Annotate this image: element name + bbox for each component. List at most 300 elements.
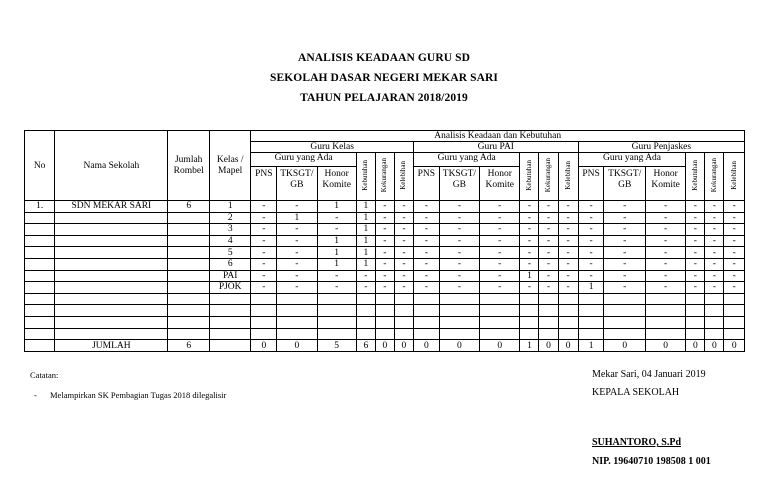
- row-cell: -: [413, 212, 439, 224]
- row-school: [55, 212, 168, 224]
- row-cell: 1: [356, 258, 375, 270]
- row-no: [25, 224, 55, 236]
- row-cell: -: [317, 270, 356, 282]
- row-cell: -: [394, 282, 413, 294]
- empty-cell: [251, 316, 277, 328]
- empty-cell: [413, 305, 439, 317]
- empty-cell: [25, 328, 55, 340]
- row-cell: -: [558, 201, 578, 213]
- row-cell: -: [375, 270, 394, 282]
- row-cell: -: [251, 212, 277, 224]
- row-cell: 1: [317, 258, 356, 270]
- row-cell: -: [539, 282, 558, 294]
- row-cell: -: [539, 258, 558, 270]
- header-kebutuhan-penjaskes: Kebutuhan: [686, 153, 705, 201]
- row-school: [55, 270, 168, 282]
- row-cell: -: [558, 270, 578, 282]
- row-cell: -: [375, 201, 394, 213]
- row-rombel: [168, 247, 209, 259]
- row-cell: 1: [578, 282, 604, 294]
- row-cell: 1: [317, 247, 356, 259]
- empty-cell: [209, 305, 250, 317]
- empty-cell: [356, 316, 375, 328]
- row-cell: -: [480, 247, 520, 259]
- row-cell: -: [539, 270, 558, 282]
- empty-cell: [604, 305, 645, 317]
- row-cell: 1: [356, 212, 375, 224]
- row-kelas: 4: [209, 235, 250, 247]
- row-cell: -: [439, 270, 479, 282]
- empty-row: [25, 316, 745, 328]
- row-cell: -: [578, 270, 604, 282]
- header-kekurangan-kelas: Kekurangan: [375, 153, 394, 201]
- row-cell: -: [277, 224, 317, 236]
- row-rombel: [168, 270, 209, 282]
- empty-cell: [578, 316, 604, 328]
- empty-cell: [25, 305, 55, 317]
- row-cell: -: [604, 258, 645, 270]
- title-line-2: SEKOLAH DASAR NEGERI MEKAR SARI: [269, 72, 499, 84]
- total-cell: 0: [558, 340, 578, 352]
- row-cell: -: [394, 258, 413, 270]
- row-cell: -: [480, 270, 520, 282]
- empty-cell: [724, 293, 745, 305]
- header-pns-pai: PNS: [413, 167, 439, 201]
- header-tksgt-penjaskes: TKSGT/ GB: [604, 167, 645, 201]
- table-row: [25, 212, 745, 224]
- empty-cell: [413, 328, 439, 340]
- row-cell: -: [724, 258, 745, 270]
- header-honor-pai: Honor Komite: [480, 167, 520, 201]
- row-no: [25, 270, 55, 282]
- row-cell: -: [604, 235, 645, 247]
- row-rombel: 6: [168, 201, 209, 213]
- header-kekurangan-pai: Kekurangan: [539, 153, 558, 201]
- empty-cell: [25, 293, 55, 305]
- row-school: [55, 235, 168, 247]
- empty-cell: [439, 305, 479, 317]
- header-kekurangan-penjaskes: Kekurangan: [705, 153, 724, 201]
- empty-cell: [394, 293, 413, 305]
- analysis-table: [24, 130, 745, 352]
- header-group-guru-kelas: Guru Kelas: [251, 142, 414, 153]
- empty-cell: [558, 316, 578, 328]
- total-cell: 0: [539, 340, 558, 352]
- empty-cell: [394, 305, 413, 317]
- empty-row: [25, 305, 745, 317]
- empty-cell: [539, 293, 558, 305]
- header-pns-penjaskes: PNS: [578, 167, 604, 201]
- row-cell: -: [251, 235, 277, 247]
- row-cell: -: [251, 224, 277, 236]
- row-cell: -: [251, 258, 277, 270]
- header-no: No: [25, 131, 55, 201]
- row-rombel: [168, 282, 209, 294]
- row-cell: -: [686, 258, 705, 270]
- row-cell: -: [251, 201, 277, 213]
- row-cell: -: [439, 212, 479, 224]
- row-cell: -: [604, 224, 645, 236]
- row-cell: -: [413, 201, 439, 213]
- empty-cell: [539, 305, 558, 317]
- row-cell: -: [520, 258, 539, 270]
- row-cell: -: [356, 282, 375, 294]
- row-kelas: 3: [209, 224, 250, 236]
- row-cell: -: [705, 282, 724, 294]
- total-cell: 0: [705, 340, 724, 352]
- empty-cell: [539, 328, 558, 340]
- empty-cell: [480, 316, 520, 328]
- empty-cell: [604, 293, 645, 305]
- row-cell: -: [394, 224, 413, 236]
- signature-name: SUHANTORO, S.Pd: [592, 437, 682, 448]
- total-row: [25, 340, 745, 352]
- row-kelas: 6: [209, 258, 250, 270]
- empty-cell: [645, 305, 685, 317]
- row-cell: -: [604, 282, 645, 294]
- row-cell: -: [604, 270, 645, 282]
- empty-cell: [578, 305, 604, 317]
- empty-cell: [375, 316, 394, 328]
- row-no: [25, 212, 55, 224]
- row-cell: -: [520, 282, 539, 294]
- row-cell: -: [413, 258, 439, 270]
- notes-section: [30, 370, 227, 400]
- header-kelebihan-penjaskes: Kelebihan: [724, 153, 745, 201]
- row-cell: -: [578, 258, 604, 270]
- row-cell: -: [645, 270, 685, 282]
- row-cell: -: [705, 270, 724, 282]
- row-cell: -: [686, 247, 705, 259]
- header-pns-kelas: PNS: [251, 167, 277, 201]
- row-cell: -: [375, 224, 394, 236]
- row-cell: -: [317, 282, 356, 294]
- header-tksgt-kelas: TKSGT/ GB: [277, 167, 317, 201]
- table-row: [25, 224, 745, 236]
- total-kelas-cell: [209, 340, 250, 352]
- row-kelas: 1: [209, 201, 250, 213]
- header-rombel: Jumlah Rombel: [168, 131, 209, 201]
- header-tksgt-pai: TKSGT/ GB: [439, 167, 479, 201]
- signature-place-date: Mekar Sari, 04 Januari 2019: [592, 369, 706, 380]
- header-yang-ada-penjaskes: Guru yang Ada: [578, 153, 686, 167]
- row-cell: 1: [317, 201, 356, 213]
- row-cell: -: [558, 247, 578, 259]
- row-cell: -: [604, 212, 645, 224]
- total-rombel: 6: [168, 340, 209, 352]
- header-honor-kelas: Honor Komite: [317, 167, 356, 201]
- title-line-3: TAHUN PELAJARAN 2018/2019: [300, 92, 468, 104]
- table-row: [25, 235, 745, 247]
- empty-cell: [317, 293, 356, 305]
- row-cell: -: [724, 247, 745, 259]
- row-cell: -: [645, 235, 685, 247]
- document-title: [0, 48, 768, 108]
- empty-cell: [724, 305, 745, 317]
- empty-cell: [604, 316, 645, 328]
- row-cell: -: [705, 258, 724, 270]
- empty-cell: [168, 293, 209, 305]
- row-cell: -: [277, 282, 317, 294]
- total-cell: 1: [578, 340, 604, 352]
- row-cell: -: [394, 201, 413, 213]
- row-school: [55, 247, 168, 259]
- row-school: [55, 282, 168, 294]
- table-body: [25, 201, 745, 352]
- empty-cell: [439, 316, 479, 328]
- row-cell: -: [520, 247, 539, 259]
- row-cell: -: [578, 235, 604, 247]
- table-row: [25, 247, 745, 259]
- empty-cell: [645, 316, 685, 328]
- row-cell: -: [686, 235, 705, 247]
- empty-cell: [480, 328, 520, 340]
- empty-cell: [375, 328, 394, 340]
- row-kelas: PAI: [209, 270, 250, 282]
- empty-cell: [375, 293, 394, 305]
- row-cell: 1: [277, 212, 317, 224]
- empty-row: [25, 293, 745, 305]
- row-rombel: [168, 258, 209, 270]
- header-kebutuhan-kelas: Kebutuhan: [356, 153, 375, 201]
- row-cell: -: [520, 201, 539, 213]
- row-cell: -: [480, 258, 520, 270]
- row-cell: -: [413, 270, 439, 282]
- row-cell: -: [394, 235, 413, 247]
- header-kelas: Kelas / Mapel: [209, 131, 250, 201]
- row-cell: -: [705, 224, 724, 236]
- empty-cell: [686, 293, 705, 305]
- row-rombel: [168, 212, 209, 224]
- total-no-cell: [25, 340, 55, 352]
- header-yang-ada-pai: Guru yang Ada: [413, 153, 520, 167]
- row-cell: -: [480, 282, 520, 294]
- row-cell: -: [394, 270, 413, 282]
- row-cell: -: [578, 224, 604, 236]
- row-cell: -: [686, 224, 705, 236]
- empty-cell: [539, 316, 558, 328]
- row-no: [25, 258, 55, 270]
- row-cell: -: [480, 212, 520, 224]
- total-cell: 0: [686, 340, 705, 352]
- row-school: [55, 224, 168, 236]
- row-cell: -: [645, 201, 685, 213]
- row-cell: -: [375, 212, 394, 224]
- notes-label: Catatan:: [30, 370, 59, 380]
- empty-cell: [480, 293, 520, 305]
- total-cell: 0: [375, 340, 394, 352]
- empty-cell: [480, 305, 520, 317]
- row-cell: -: [277, 247, 317, 259]
- empty-cell: [168, 328, 209, 340]
- empty-cell: [558, 293, 578, 305]
- row-cell: -: [539, 201, 558, 213]
- empty-cell: [578, 293, 604, 305]
- row-cell: -: [724, 224, 745, 236]
- table-row: [25, 282, 745, 294]
- table-row: [25, 258, 745, 270]
- empty-cell: [558, 328, 578, 340]
- empty-cell: [520, 293, 539, 305]
- row-cell: -: [578, 201, 604, 213]
- notes-item: [30, 390, 226, 400]
- empty-cell: [578, 328, 604, 340]
- row-cell: -: [520, 224, 539, 236]
- empty-cell: [356, 328, 375, 340]
- empty-cell: [705, 316, 724, 328]
- row-cell: -: [413, 235, 439, 247]
- empty-cell: [55, 305, 168, 317]
- empty-cell: [55, 293, 168, 305]
- row-school: SDN MEKAR SARI: [55, 201, 168, 213]
- row-cell: -: [375, 235, 394, 247]
- row-cell: -: [686, 212, 705, 224]
- empty-cell: [251, 305, 277, 317]
- row-cell: -: [645, 224, 685, 236]
- row-cell: -: [604, 201, 645, 213]
- table-row: [25, 270, 745, 282]
- row-cell: -: [375, 247, 394, 259]
- row-rombel: [168, 224, 209, 236]
- row-kelas: PJOK: [209, 282, 250, 294]
- row-cell: -: [724, 212, 745, 224]
- row-cell: -: [645, 282, 685, 294]
- row-cell: -: [480, 235, 520, 247]
- row-cell: -: [558, 224, 578, 236]
- row-cell: -: [439, 224, 479, 236]
- row-cell: -: [520, 235, 539, 247]
- empty-cell: [168, 305, 209, 317]
- title-line-1: ANALISIS KEADAAN GURU SD: [297, 52, 471, 64]
- empty-cell: [686, 328, 705, 340]
- table-row: [25, 201, 745, 213]
- empty-cell: [356, 293, 375, 305]
- row-cell: -: [439, 201, 479, 213]
- row-cell: -: [520, 212, 539, 224]
- empty-cell: [604, 328, 645, 340]
- header-kelebihan-pai: Kelebihan: [558, 153, 578, 201]
- row-kelas: 2: [209, 212, 250, 224]
- empty-cell: [645, 328, 685, 340]
- empty-cell: [394, 328, 413, 340]
- row-cell: -: [705, 212, 724, 224]
- row-cell: -: [439, 247, 479, 259]
- empty-cell: [277, 293, 317, 305]
- row-cell: 1: [356, 235, 375, 247]
- empty-cell: [209, 316, 250, 328]
- empty-cell: [724, 328, 745, 340]
- row-cell: -: [251, 282, 277, 294]
- row-cell: -: [724, 201, 745, 213]
- row-cell: 1: [356, 247, 375, 259]
- header-yang-ada-kelas: Guru yang Ada: [251, 153, 356, 167]
- row-cell: -: [724, 270, 745, 282]
- row-rombel: [168, 235, 209, 247]
- empty-row: [25, 328, 745, 340]
- empty-cell: [317, 328, 356, 340]
- empty-cell: [375, 305, 394, 317]
- row-cell: -: [705, 201, 724, 213]
- row-cell: -: [277, 258, 317, 270]
- row-cell: -: [645, 212, 685, 224]
- row-cell: -: [645, 258, 685, 270]
- row-cell: -: [578, 212, 604, 224]
- empty-cell: [520, 316, 539, 328]
- notes-item-text: Melampirkan SK Pembagian Tugas 2018 dilegalisir: [50, 390, 227, 400]
- row-school: [55, 258, 168, 270]
- signature-role: KEPALA SEKOLAH: [592, 387, 680, 398]
- empty-cell: [686, 316, 705, 328]
- row-cell: -: [686, 282, 705, 294]
- row-no: [25, 282, 55, 294]
- row-cell: -: [480, 224, 520, 236]
- row-cell: -: [539, 212, 558, 224]
- empty-cell: [686, 305, 705, 317]
- row-cell: -: [251, 270, 277, 282]
- empty-cell: [413, 293, 439, 305]
- row-cell: 1: [356, 224, 375, 236]
- row-cell: -: [413, 247, 439, 259]
- row-cell: -: [705, 235, 724, 247]
- total-cell: 0: [277, 340, 317, 352]
- empty-cell: [645, 293, 685, 305]
- empty-cell: [724, 316, 745, 328]
- empty-cell: [439, 328, 479, 340]
- row-cell: -: [375, 282, 394, 294]
- empty-cell: [25, 316, 55, 328]
- total-cell: 0: [439, 340, 479, 352]
- empty-cell: [520, 305, 539, 317]
- header-kebutuhan-pai: Kebutuhan: [520, 153, 539, 201]
- row-cell: -: [558, 235, 578, 247]
- empty-cell: [277, 316, 317, 328]
- row-cell: -: [439, 235, 479, 247]
- header-school: Nama Sekolah: [55, 131, 168, 201]
- empty-cell: [317, 316, 356, 328]
- total-cell: 0: [645, 340, 685, 352]
- header-analysis: Analisis Keadaan dan Kebutuhan: [251, 131, 745, 142]
- empty-cell: [520, 328, 539, 340]
- row-cell: -: [686, 270, 705, 282]
- total-cell: 6: [356, 340, 375, 352]
- row-cell: -: [604, 247, 645, 259]
- empty-cell: [705, 328, 724, 340]
- empty-cell: [55, 316, 168, 328]
- row-cell: -: [394, 212, 413, 224]
- row-cell: -: [705, 247, 724, 259]
- empty-cell: [558, 305, 578, 317]
- row-cell: 1: [317, 235, 356, 247]
- row-no: [25, 247, 55, 259]
- empty-cell: [705, 293, 724, 305]
- empty-cell: [209, 293, 250, 305]
- row-cell: -: [558, 282, 578, 294]
- empty-cell: [413, 316, 439, 328]
- row-cell: -: [724, 282, 745, 294]
- row-cell: -: [578, 247, 604, 259]
- empty-cell: [168, 316, 209, 328]
- header-honor-penjaskes: Honor Komite: [645, 167, 685, 201]
- empty-cell: [209, 328, 250, 340]
- row-no: [25, 235, 55, 247]
- total-label: JUMLAH: [55, 340, 168, 352]
- row-cell: -: [277, 270, 317, 282]
- empty-cell: [55, 328, 168, 340]
- empty-cell: [394, 316, 413, 328]
- row-cell: -: [558, 212, 578, 224]
- row-cell: -: [539, 235, 558, 247]
- row-cell: 1: [520, 270, 539, 282]
